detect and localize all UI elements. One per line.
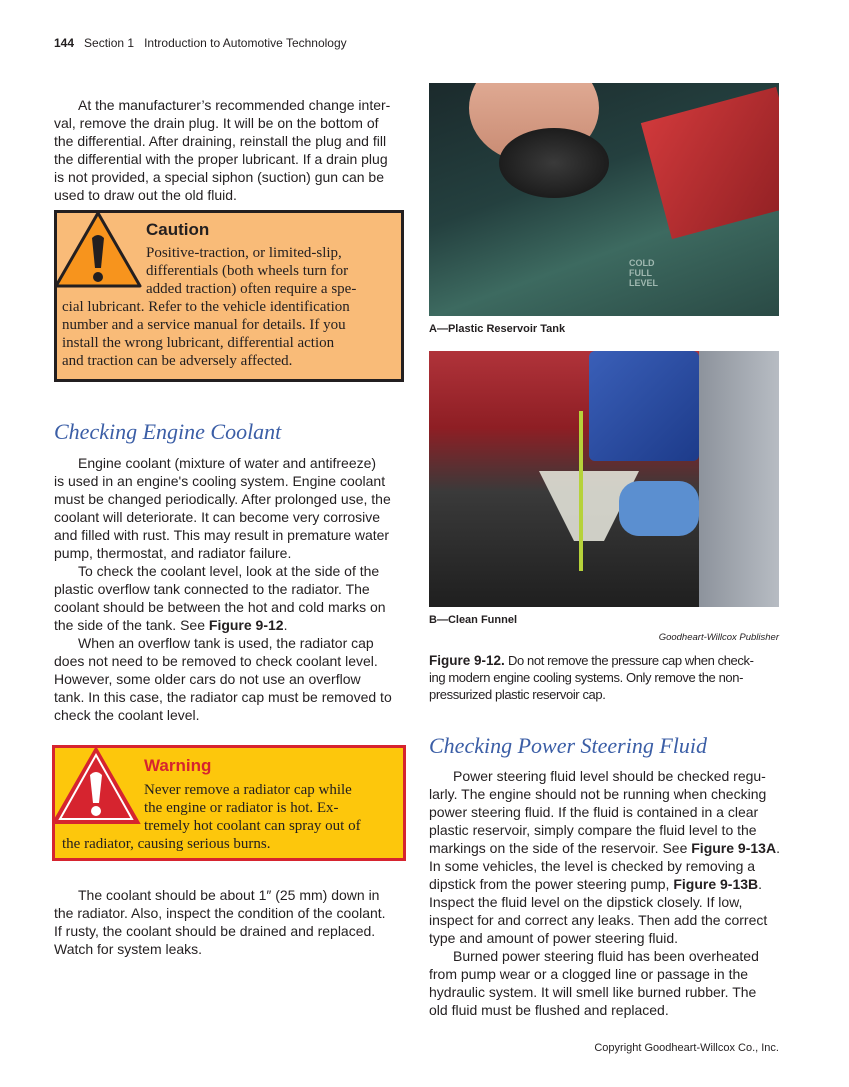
text-segment: check the coolant level. [54,707,200,723]
text-segment: markings on the side of the reservoir. See [429,840,692,856]
text-line: the differential with the proper lubricant. If a drain plug [54,151,388,167]
text-segment: In some vehicles, the level is checked by removing a [429,858,756,874]
text-segment: the side of the tank. See [54,617,209,633]
text-line [54,652,392,670]
text-segment: Burned power steering fluid has been overheated [453,948,759,964]
text-segment: Power steering fluid level should be checked regu- [453,768,766,784]
text-segment: plastic overflow tank connected to the radiator. The [54,581,370,597]
text-line: Never remove a radiator cap while [144,782,352,798]
text-line: is not provided, a special siphon (suction) gun can be [54,169,384,185]
engine-coolant-body [54,454,392,724]
warning-text [62,781,361,853]
text-segment: . [758,876,763,892]
coolant-stream [579,411,583,571]
text-segment: pump, thermostat, and radiator failure. [54,545,292,561]
text-line: If rusty, the coolant should be drained and replaced. [54,923,376,939]
text-line: install the wrong lubricant, differential action [62,335,335,351]
paragraph [429,767,780,947]
text-segment: Inspect the fluid level on the dipstick closely. If low, [429,894,743,910]
text-line [429,839,780,857]
text-line: val, remove the drain plug. It will be on the bottom of [54,115,379,131]
photo-plastic-reservoir-tank [429,83,779,316]
text-segment: old fluid must be flushed and replaced. [429,1002,669,1018]
text-line: number and a service manual for details. If you [62,317,346,333]
intro-paragraph [54,96,390,204]
text-line [54,508,392,526]
caption-a: A—Plastic Reservoir Tank [429,323,566,335]
gloved-hand [619,481,699,536]
text-line: added traction) often require a spe- [146,281,357,297]
text-line [429,911,780,929]
text-line [429,893,780,911]
text-line [54,472,392,490]
text-line [54,562,392,580]
text-segment: coolant will deteriorate. It can become very corrosive [54,509,381,525]
caution-box [54,210,404,382]
text-line [429,803,780,821]
figure-reference: Figure 9-13A [691,840,777,856]
text-segment: power steering fluid. If the fluid is contained in a clear [429,804,759,820]
figure-number: Figure 9-12. [429,653,505,668]
sleeve-shape [699,351,779,607]
caution-text [62,244,356,370]
text-line [429,821,780,839]
text-line: the radiator. Also, inspect the condition of the coolant. [54,905,386,921]
text-segment: However, some older cars do not use an overflow [54,671,361,687]
text-segment: plastic reservoir, simply compare the fluid level to the [429,822,757,838]
warning-box [52,745,406,861]
text-line: used to draw out the old fluid. [54,187,237,203]
text-line [54,580,392,598]
text-line [54,688,392,706]
text-segment: larly. The engine should not be running when checking [429,786,767,802]
caution-title: Caution [146,220,210,239]
text-line [429,983,780,1001]
text-segment: must be changed periodically. After prolonged use, the [54,491,391,507]
caption-line: Do not remove the pressure cap when check- [508,653,754,668]
text-segment: When an overflow tank is used, the radiator cap [78,635,374,651]
text-line: the radiator, causing serious burns. [62,836,271,852]
text-segment: dipstick from the power steering pump, [429,876,674,892]
text-line [54,544,392,562]
paragraph [429,947,780,1019]
caption-line: pressurized plastic reservoir cap. [429,687,606,702]
page-number: 144 [54,36,75,50]
text-line [429,785,780,803]
chapter-title: Introduction to Automotive Technology [144,36,347,50]
reservoir-cap [499,128,609,198]
copyright-footer: Copyright Goodheart-Willcox Co., Inc. [594,1042,779,1054]
text-line [54,598,392,616]
text-line [54,670,392,688]
text-line [429,857,780,875]
caption-line: ing modern engine cooling systems. Only remove the non- [429,670,744,685]
text-segment: and filled with rust. This may result in premature water [54,527,390,543]
figure-reference: Figure 9-12 [208,617,284,633]
text-line [54,490,392,508]
text-line [429,929,780,947]
section-label: Section 1 [84,36,135,50]
text-line: the engine or radiator is hot. Ex- [144,800,339,816]
photo-credit: Goodheart-Willcox Publisher [658,632,779,643]
caption-b: B—Clean Funnel [429,614,518,626]
text-line: At the manufacturer’s recommended change inter- [78,97,391,113]
running-header [54,36,347,50]
paragraph [54,454,392,562]
text-line [429,947,780,965]
text-line [54,634,392,652]
figure-reference: Figure 9-13B [673,876,759,892]
text-segment: Engine coolant (mixture of water and antifreeze) [78,455,377,471]
coolant-final-paragraph [54,886,386,958]
paragraph [54,562,392,634]
text-line [429,875,780,893]
text-line: tremely hot coolant can spray out of [144,818,361,834]
text-line: Watch for system leaks. [54,941,203,957]
paragraph [54,634,392,724]
section-heading-power-steering: Checking Power Steering Fluid [429,733,707,758]
text-segment: tank. In this case, the radiator cap must be removed to [54,689,392,705]
photo-clean-funnel [429,351,779,607]
text-segment: from pump wear or a clogged line or passage in the [429,966,749,982]
text-line [429,1001,780,1019]
warning-title: Warning [144,756,212,775]
text-segment: . [283,617,288,633]
text-segment: inspect for and correct any leaks. Then add the correct [429,912,768,928]
text-line: differentials (both wheels turn for [146,263,349,279]
coolant-jug [589,351,699,461]
text-segment: is used in an engine's cooling system. Engine coolant [54,473,386,489]
text-line: cial lubricant. Refer to the vehicle identification [62,299,350,315]
text-line [54,616,392,634]
power-steering-body [429,767,780,1019]
text-segment: does not need to be removed to check coolant level. [54,653,378,669]
text-line: Positive-traction, or limited-slip, [146,245,342,261]
text-line [54,526,392,544]
text-segment: type and amount of power steering fluid. [429,930,679,946]
text-line [429,965,780,983]
text-segment: To check the coolant level, look at the side of the [78,563,380,579]
text-line [429,767,780,785]
text-line: the differential. After draining, reinstall the plug and fill [54,133,387,149]
text-segment: . [776,840,780,856]
figure-caption [429,652,754,703]
text-line [54,706,392,724]
section-heading-engine-coolant: Checking Engine Coolant [54,419,282,444]
reservoir-level-marking: COLD FULL LEVEL [629,258,659,288]
text-segment: hydraulic system. It will smell like burned rubber. The [429,984,757,1000]
text-line: The coolant should be about 1″ (25 mm) down in [78,887,380,903]
text-line [54,454,392,472]
text-line: and traction can be adversely affected. [62,353,293,369]
sleeve-shape [641,87,779,239]
text-segment: coolant should be between the hot and cold marks on [54,599,386,615]
